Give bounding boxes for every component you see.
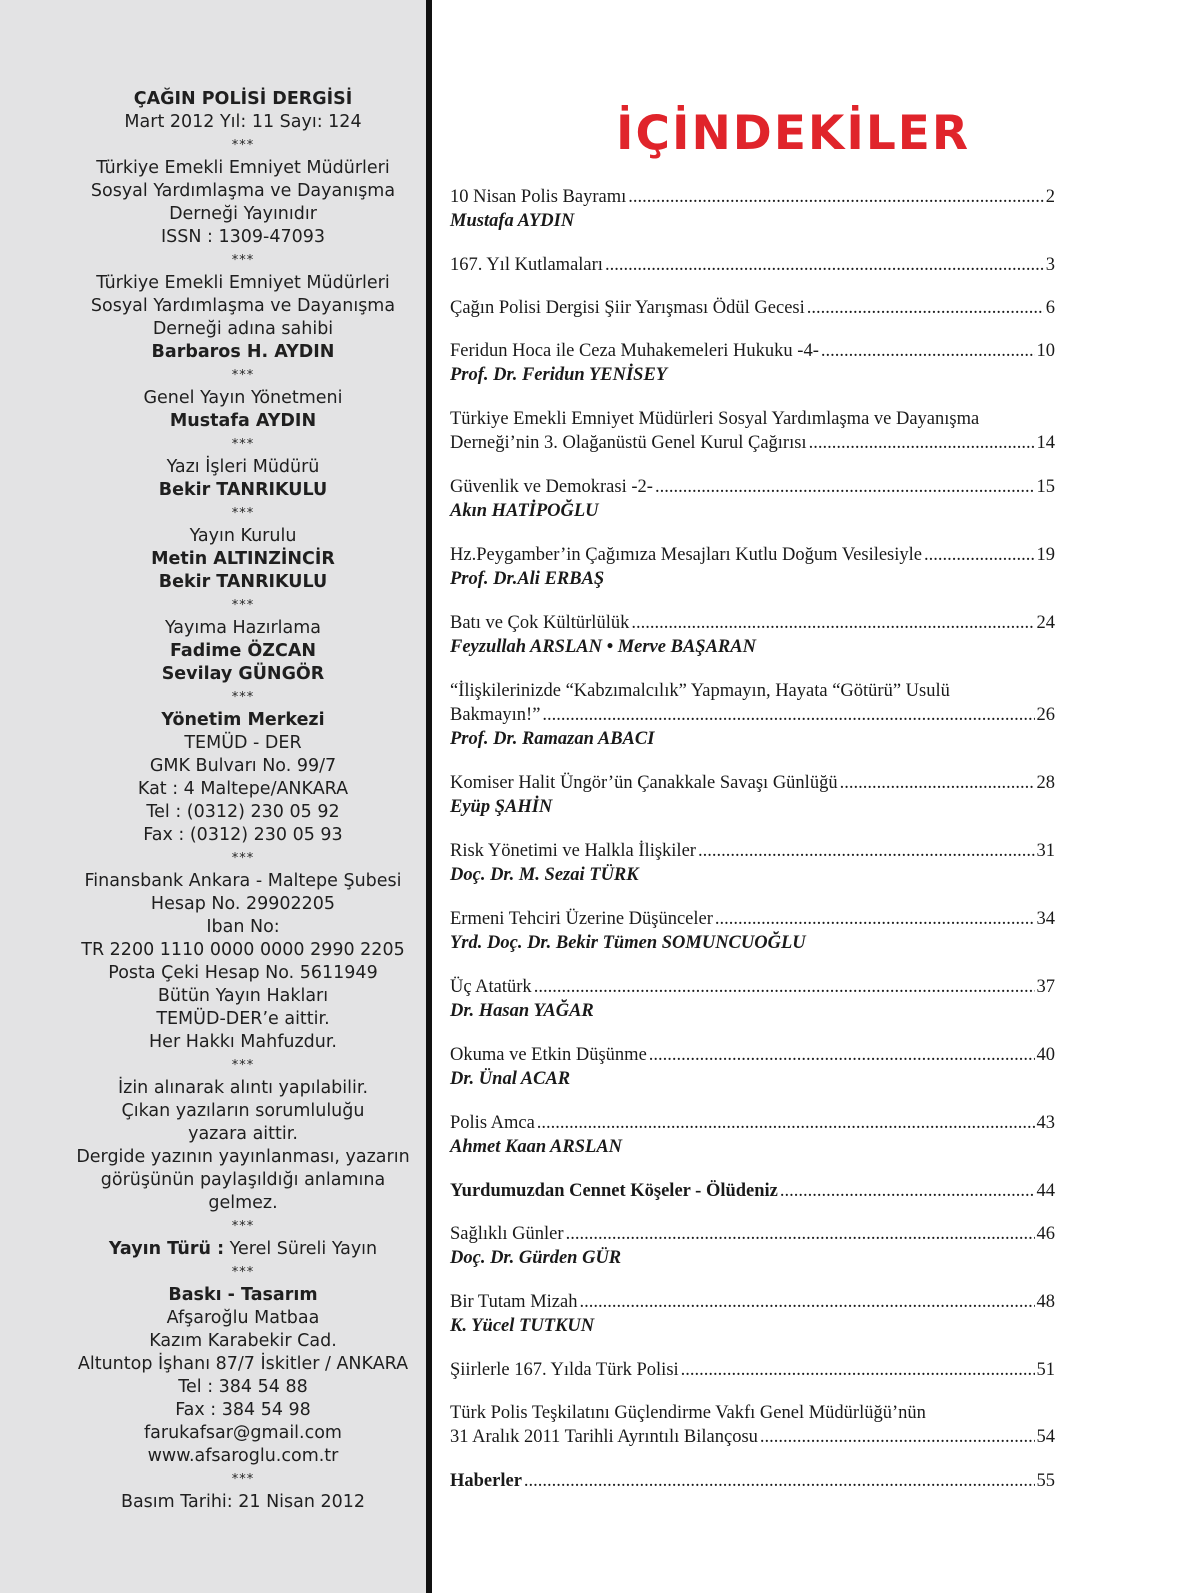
print-fax: Fax : 384 54 98 (175, 1400, 311, 1420)
notice-line: gelmez. (208, 1193, 278, 1213)
toc-entry-title: Ermeni Tehciri Üzerine Düşünceler (450, 909, 713, 929)
board-name: Metin ALTINZİNCİR (151, 549, 335, 569)
notice-line: görüşünün paylaşıldığı anlamına (100, 1170, 386, 1190)
publication-type-label: Yayın Türü : (108, 1239, 225, 1259)
gm-role: Genel Yayın Yönetmeni (143, 388, 343, 408)
toc-entry[interactable] (450, 1222, 1055, 1270)
toc-entry-title: Feridun Hoca ile Ceza Muhakemeleri Hukuku -4- (450, 341, 819, 361)
issue-info: Mart 2012 Yıl: 11 Sayı: 124 (124, 112, 362, 132)
toc-entry-author: Doç. Dr. M. Sezai TÜRK (450, 865, 639, 885)
hq-line: TEMÜD - DER (184, 733, 302, 753)
dot-leader (807, 296, 1044, 320)
toc-entry[interactable] (450, 543, 1055, 591)
toc-entry[interactable] (450, 1043, 1055, 1091)
toc-entry-title: Üç Atatürk (450, 977, 532, 997)
toc-entry-author: Prof. Dr.Ali ERBAŞ (450, 569, 605, 589)
toc-entry-page: 6 (1045, 298, 1055, 318)
toc-entry-line (450, 839, 1055, 863)
dot-leader (649, 1043, 1035, 1067)
toc-entry-line (450, 907, 1055, 931)
toc-entry-line (450, 1469, 1055, 1493)
toc-entry-page: 24 (1036, 613, 1055, 633)
board-name: Bekir TANRIKULU (158, 572, 328, 592)
toc-entry-line (450, 975, 1055, 999)
dot-leader (809, 431, 1035, 455)
toc-entry-line (450, 1222, 1055, 1246)
notice-line: Çıkan yazıların sorumluluğu (121, 1101, 365, 1121)
toc-entry-title: Komiser Halit Üngör’ün Çanakkale Savaşı Günlüğü (450, 773, 838, 793)
separator: *** (231, 1219, 255, 1234)
toc-entry-title: Polis Amca (450, 1113, 535, 1133)
toc-entry-line (450, 339, 1055, 363)
toc-entry-author: Ahmet Kaan ARSLAN (450, 1137, 623, 1157)
toc-entry-title: Sağlıklı Günler (450, 1224, 564, 1244)
toc-entry-line (450, 1290, 1055, 1314)
toc-entry-author: Akın HATİPOĞLU (450, 501, 599, 521)
toc-entry[interactable] (450, 339, 1055, 387)
toc-entry[interactable] (450, 771, 1055, 819)
toc-entry-title: Çağın Polisi Dergisi Şiir Yarışması Ödül Gecesi (450, 298, 805, 318)
separator: *** (231, 506, 255, 521)
prep-name: Fadime ÖZCAN (169, 641, 317, 661)
toc-entry[interactable] (450, 407, 1055, 455)
magazine-name: ÇAĞIN POLİSİ DERGİSİ (133, 89, 353, 109)
toc-entry-author: Eyüp ŞAHİN (450, 797, 553, 817)
toc-entry-title: Haberler (450, 1471, 522, 1491)
toc-entry-author: Dr. Hasan YAĞAR (450, 1001, 594, 1021)
toc-entry-author: Feyzullah ARSLAN • Merve BAŞARAN (450, 637, 756, 657)
toc-entry-author: Prof. Dr. Ramazan ABACI (450, 729, 655, 749)
owner-name: Barbaros H. AYDIN (151, 342, 335, 362)
dot-leader (760, 1425, 1035, 1449)
notice-line: Dergide yazının yayınlanması, yazarın (76, 1147, 410, 1167)
toc-entry-title: Hz.Peygamber’in Çağımıza Mesajları Kutlu Doğum Vesilesiyle (450, 545, 922, 565)
print-line: Kazım Karabekir Cad. (149, 1331, 337, 1351)
print-email: farukafsar@gmail.com (144, 1423, 342, 1443)
separator: *** (231, 690, 255, 705)
toc-entry-page: 55 (1036, 1471, 1055, 1491)
toc-entry-line (450, 1358, 1055, 1382)
rights-line: Bütün Yayın Hakları (157, 986, 329, 1006)
toc-entry-title: 167. Yıl Kutlamaları (450, 255, 603, 275)
owner-line: Türkiye Emekli Emniyet Müdürleri (96, 273, 390, 293)
toc-entry-page: 2 (1045, 187, 1055, 207)
prep-role: Yayıma Hazırlama (164, 618, 322, 638)
toc-entry[interactable] (450, 185, 1055, 233)
toc-entry[interactable] (450, 975, 1055, 1023)
dot-leader (628, 185, 1043, 209)
toc-entry-title: Risk Yönetimi ve Halkla İlişkiler (450, 841, 696, 861)
toc-entry[interactable] (450, 253, 1055, 277)
toc-entry-page: 31 (1036, 841, 1055, 861)
print-line: Afşaroğlu Matbaa (166, 1308, 320, 1328)
toc-list (450, 185, 1055, 1493)
toc-entry-page: 51 (1036, 1360, 1055, 1380)
toc-entry-title: Şiirlerle 167. Yılda Türk Polisi (450, 1360, 679, 1380)
gm-name: Mustafa AYDIN (169, 411, 317, 431)
toc-entry-page: 48 (1036, 1292, 1055, 1312)
hq-title: Yönetim Merkezi (161, 710, 325, 730)
separator: *** (231, 1058, 255, 1073)
hq-phone: Tel : (0312) 230 05 92 (146, 802, 340, 822)
toc-entry-line (450, 1425, 1055, 1449)
toc-entry-author: Dr. Ünal ACAR (450, 1069, 571, 1089)
toc-entry-title: 31 Aralık 2011 Tarihli Ayrıntılı Bilançosu (450, 1427, 758, 1447)
toc-entry-page: 10 (1036, 341, 1055, 361)
dot-leader (698, 839, 1035, 863)
prep-name: Sevilay GÜNGÖR (161, 664, 325, 684)
notice-line: İzin alınarak alıntı yapılabilir. (117, 1078, 369, 1098)
separator: *** (231, 368, 255, 383)
issn: ISSN : 1309-47093 (160, 227, 325, 247)
toc-entry-line (450, 543, 1055, 567)
toc-entry-title: Okuma ve Etkin Düşünme (450, 1045, 647, 1065)
print-phone: Tel : 384 54 88 (178, 1377, 308, 1397)
publisher-line: Türkiye Emekli Emniyet Müdürleri (96, 158, 390, 178)
toc-entry[interactable] (450, 296, 1055, 320)
toc-entry-title-line: Türk Polis Teşkilatını Güçlendirme Vakfı Genel Müdürlüğü’nün (450, 1403, 926, 1423)
toc-entry-line (450, 431, 1055, 455)
dot-leader (566, 1222, 1035, 1246)
rights-line: TEMÜD-DER’e aittir. (156, 1009, 330, 1029)
toc-entry[interactable] (450, 475, 1055, 523)
toc-entry-line (450, 1179, 1055, 1203)
toc-entry-line (450, 296, 1055, 320)
separator: *** (231, 253, 255, 268)
separator: *** (231, 851, 255, 866)
separator: *** (231, 598, 255, 613)
toc-entry-line (450, 1111, 1055, 1135)
toc-title: İÇİNDEKİLER (616, 106, 971, 161)
dot-leader (715, 907, 1035, 931)
toc-entry-page: 3 (1045, 255, 1055, 275)
owner-line: Derneği adına sahibi (152, 319, 334, 339)
editor-name: Bekir TANRIKULU (158, 480, 328, 500)
dot-leader (579, 1290, 1034, 1314)
dot-leader (631, 611, 1034, 635)
board-role: Yayın Kurulu (189, 526, 297, 546)
toc-entry-title: Yurdumuzdan Cennet Köşeler - Ölüdeniz (450, 1181, 778, 1201)
toc-entry-title-line: Türkiye Emekli Emniyet Müdürleri Sosyal Yardımlaşma ve Dayanışma (450, 409, 980, 429)
toc-entry-page: 37 (1036, 977, 1055, 997)
rights-line: Her Hakkı Mahfuzdur. (149, 1032, 337, 1052)
publisher-line: Derneği Yayınıdır (169, 204, 317, 224)
owner-line: Sosyal Yardımlaşma ve Dayanışma (90, 296, 396, 316)
toc-entry-page: 34 (1036, 909, 1055, 929)
toc-entry-author: Doç. Dr. Gürden GÜR (450, 1248, 622, 1268)
toc-entry-page: 15 (1036, 477, 1055, 497)
toc-entry-line (450, 771, 1055, 795)
toc-entry[interactable] (450, 1290, 1055, 1338)
dot-leader (655, 475, 1035, 499)
toc-entry-author: Prof. Dr. Feridun YENİSEY (450, 365, 668, 385)
toc-entry[interactable] (450, 1111, 1055, 1159)
dot-leader (840, 771, 1035, 795)
toc-entry-title: Bakmayın!” (450, 705, 541, 725)
dot-leader (924, 543, 1035, 567)
toc-entry-title: Derneği’nin 3. Olağanüstü Genel Kurul Çağırısı (450, 433, 807, 453)
toc-entry[interactable] (450, 1358, 1055, 1382)
toc-entry-page: 54 (1036, 1427, 1055, 1447)
print-date: Basım Tarihi: 21 Nisan 2012 (120, 1492, 366, 1512)
dot-leader (542, 703, 1034, 727)
hq-fax: Fax : (0312) 230 05 93 (143, 825, 343, 845)
publication-type (0, 1238, 486, 1261)
dot-leader (780, 1179, 1035, 1203)
toc-entry-line (450, 611, 1055, 635)
toc-entry-line (450, 253, 1055, 277)
hq-line: Kat : 4 Maltepe/ANKARA (137, 779, 349, 799)
separator: *** (231, 138, 255, 153)
toc-entry[interactable] (450, 679, 1055, 751)
toc-entry-line (450, 703, 1055, 727)
toc-entry-title-line: “İlişkilerinizde “Kabzımalcılık” Yapmayın, Hayata “Götürü” Usulü (450, 681, 950, 701)
toc-entry-page: 43 (1036, 1113, 1055, 1133)
toc-entry-page: 28 (1036, 773, 1055, 793)
separator: *** (231, 437, 255, 452)
toc-entry-title: Batı ve Çok Kültürlülük (450, 613, 630, 633)
toc-entry[interactable] (450, 907, 1055, 955)
dot-leader (537, 1111, 1035, 1135)
publication-type-value: Yerel Süreli Yayın (224, 1239, 378, 1259)
bank-line: Iban No: (206, 917, 280, 937)
toc-entry-page: 19 (1036, 545, 1055, 565)
bank-line: Hesap No. 29902205 (150, 894, 336, 914)
print-title: Baskı - Tasarım (168, 1285, 318, 1305)
toc-entry-page: 14 (1036, 433, 1055, 453)
toc-entry-author: K. Yücel TUTKUN (450, 1316, 595, 1336)
toc-entry[interactable] (450, 611, 1055, 659)
toc-entry-page: 26 (1036, 705, 1055, 725)
dot-leader (524, 1469, 1035, 1493)
toc-entry-title: Güvenlik ve Demokrasi -2- (450, 477, 653, 497)
dot-leader (681, 1358, 1035, 1382)
dot-leader (534, 975, 1035, 999)
toc-entry-line (450, 475, 1055, 499)
toc-entry-line (450, 185, 1055, 209)
toc-entry-page: 40 (1036, 1045, 1055, 1065)
masthead (0, 88, 486, 1514)
print-line: Altuntop İşhanı 87/7 İskitler / ANKARA (77, 1354, 409, 1374)
toc-entry[interactable] (450, 1179, 1055, 1203)
hq-line: GMK Bulvarı No. 99/7 (149, 756, 337, 776)
toc-entry[interactable] (450, 839, 1055, 887)
bank-line: Posta Çeki Hesap No. 5611949 (108, 963, 378, 983)
bank-line: TR 2200 1110 0000 0000 2990 2205 (81, 940, 405, 960)
separator: *** (231, 1472, 255, 1487)
toc-entry[interactable] (450, 1469, 1055, 1493)
dot-leader (821, 339, 1035, 363)
toc-entry-title: 10 Nisan Polis Bayramı (450, 187, 627, 207)
toc-entry-line (450, 1043, 1055, 1067)
bank-line: Finansbank Ankara - Maltepe Şubesi (84, 871, 402, 891)
toc-entry-page: 46 (1036, 1224, 1055, 1244)
separator: *** (231, 1265, 255, 1280)
print-website: www.afsaroglu.com.tr (147, 1446, 339, 1466)
toc-entry-author: Mustafa AYDIN (450, 211, 575, 231)
dot-leader (605, 253, 1044, 277)
toc-entry-author: Yrd. Doç. Dr. Bekir Tümen SOMUNCUOĞLU (450, 933, 806, 953)
toc-entry-title: Bir Tutam Mizah (450, 1292, 578, 1312)
editor-role: Yazı İşleri Müdürü (166, 457, 320, 477)
notice-line: yazara aittir. (188, 1124, 298, 1144)
publisher-line: Sosyal Yardımlaşma ve Dayanışma (90, 181, 396, 201)
toc-entry[interactable] (450, 1401, 1055, 1449)
toc-entry-page: 44 (1036, 1181, 1055, 1201)
